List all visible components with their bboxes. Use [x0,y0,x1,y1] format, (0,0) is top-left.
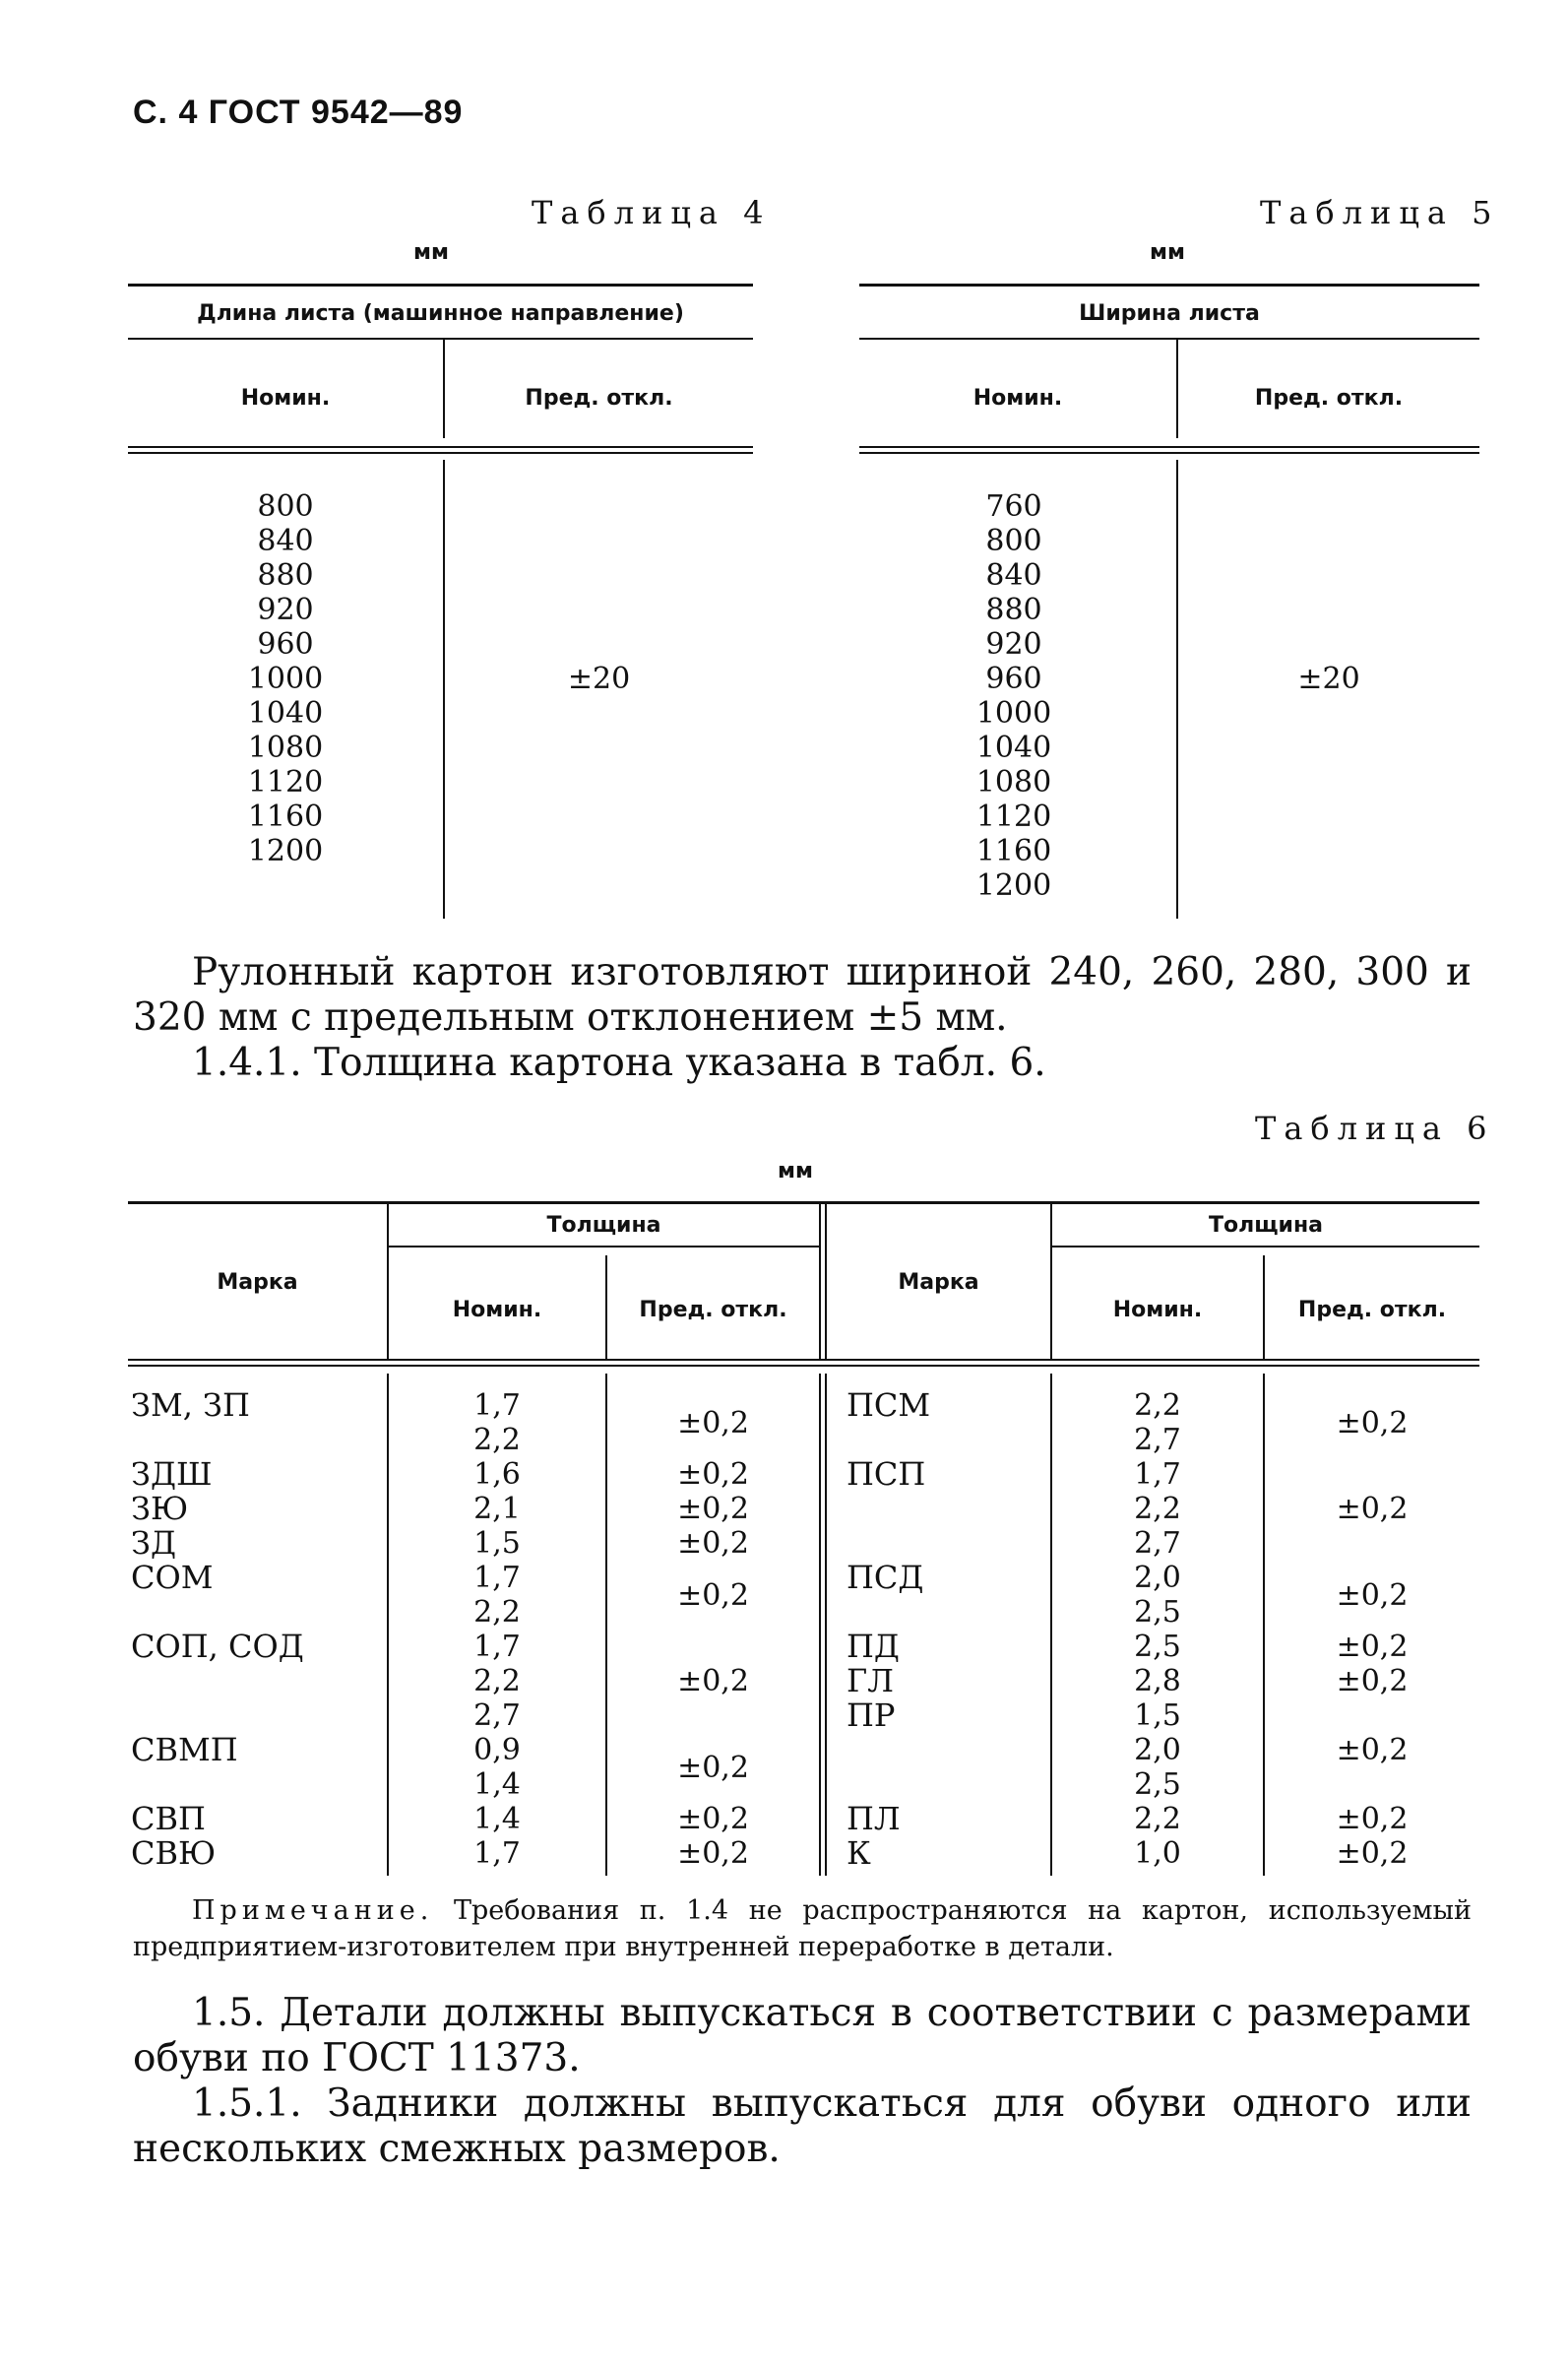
deviation-left: ±0,2 [677,1750,749,1785]
table-6-hdr-divider-3a [819,1204,821,1359]
nominal-value: 880 [257,558,314,593]
nominal-left: 1,7 [473,1836,521,1871]
nominal-value: 1160 [975,834,1052,868]
nominal-right: 2,2 [1134,1388,1181,1423]
table-6-top-rule [128,1201,1479,1204]
nominal-left: 0,9 [473,1733,521,1767]
table-6-double-rule-b [128,1365,1479,1367]
nominal-right: 2,5 [1134,1595,1181,1630]
mark-left: СОП, СОД [131,1628,304,1665]
table-6-body-divider-3b [825,1374,827,1876]
table-6-unit: мм [778,1159,813,1184]
table-5-nominal-list [925,489,1102,903]
nominal-right: 2,0 [1134,1561,1181,1595]
table-5-unit: мм [1150,240,1185,265]
nominal-value: 920 [257,593,314,627]
mark-left: СВМП [131,1731,238,1768]
nominal-right: 2,5 [1134,1630,1181,1664]
nominal-left: 1,6 [473,1457,521,1492]
deviation-right: ±0,2 [1336,1802,1409,1836]
mark-right: ПЛ [847,1800,901,1837]
table-4-double-rule-a [128,446,753,448]
deviation-right: ±0,2 [1336,1664,1409,1698]
deviation-left: ±0,2 [677,1836,749,1871]
note-text: Требования п. 1.4 не распространяются на картон, используемый предприятием-изготовителем при внутренней переработке в детали. [133,1895,1472,1962]
nominal-right: 2,2 [1134,1802,1181,1836]
nominal-left: 1,5 [473,1526,521,1561]
mark-left: СВП [131,1800,206,1837]
nominal-left: 2,2 [473,1664,521,1698]
mark-left: ЗД [131,1524,176,1562]
nominal-left: 2,7 [473,1698,521,1733]
nominal-right: 2,7 [1134,1526,1181,1561]
table-6-thickness-rule-right [1052,1246,1479,1247]
table-6-thickness-rule-left [389,1246,819,1247]
mark-right: ПР [847,1696,896,1734]
mark-right: ПСП [847,1455,926,1493]
table-6-col-mark-right: Марка [898,1270,979,1295]
table-6-body-divider-2 [605,1374,607,1876]
deviation-right: ±0,2 [1336,1405,1409,1440]
nominal-right: 1,5 [1134,1698,1181,1733]
nominal-value: 1200 [247,834,324,868]
deviation-left: ±0,2 [677,1492,749,1526]
paragraph-roll-cardboard: Рулонный картон изготовляют шириной 240, 260, 280, 300 и 320 мм с предельным отклонением ±5 мм. [133,950,1472,1040]
deviation-left: ±0,2 [677,1802,749,1836]
table-6-col-mark-left: Марка [217,1270,298,1295]
table-4-double-rule-b [128,452,753,454]
table-5-double-rule-a [859,446,1479,448]
nominal-value: 1200 [975,868,1052,903]
deviation-right: ±0,2 [1336,1492,1409,1526]
nominal-right: 2,7 [1134,1423,1181,1457]
deviation-left: ±0,2 [677,1577,749,1613]
table-5-col-deviation: Пред. откл. [1254,386,1404,411]
mark-left: ЗДШ [131,1455,213,1493]
deviation-left: ±0,2 [677,1664,749,1698]
nominal-value: 1160 [247,800,324,834]
table-4-col-nominal: Номин. [240,386,331,411]
table-6-body-divider-3a [819,1374,821,1876]
deviation-right: ±0,2 [1336,1577,1409,1613]
nominal-value: 1080 [247,731,324,765]
mark-right: ГЛ [847,1662,894,1699]
deviation-left: ±0,2 [677,1405,749,1440]
table-6-caption: Таблица 6 [1255,1110,1495,1147]
table-4-deviation: ±20 [567,662,631,696]
nominal-value: 1000 [247,662,324,696]
nominal-value: 960 [985,662,1042,696]
nominal-left: 1,7 [473,1630,521,1664]
table-5-col-nominal: Номин. [972,386,1063,411]
nominal-left: 1,7 [473,1561,521,1595]
deviation-right: ±0,2 [1336,1836,1409,1871]
nominal-left: 1,7 [473,1388,521,1423]
note-label: Примечание. [192,1895,434,1926]
mark-left: СВЮ [131,1834,217,1872]
table-5-double-rule-b [859,452,1479,454]
table-6-col-thickness-right: Толщина [1208,1213,1323,1238]
mark-left: ЗМ, ЗП [131,1386,250,1424]
table-6-col-nominal-right: Номин. [1112,1298,1203,1322]
nominal-value: 1040 [247,696,324,731]
nominal-right: 2,2 [1134,1492,1181,1526]
nominal-left: 1,4 [473,1767,521,1802]
nominal-value: 840 [985,558,1042,593]
mark-left: ЗЮ [131,1490,189,1527]
nominal-value: 1120 [247,765,324,800]
nominal-value: 880 [985,593,1042,627]
nominal-value: 800 [985,524,1042,558]
table-4-header-rule [128,338,753,340]
nominal-right: 2,8 [1134,1664,1181,1698]
nominal-right: 1,7 [1134,1457,1181,1492]
table-4-top-rule [128,284,753,287]
mark-right: ПСД [847,1559,924,1596]
table-5-top-rule [859,284,1479,287]
nominal-value: 1040 [975,731,1052,765]
nominal-value: 1000 [975,696,1052,731]
deviation-right: ±0,2 [1336,1630,1409,1664]
table-5-group-header: Ширина листа [1079,301,1260,326]
table-5-header-rule [859,338,1479,340]
table-4-unit: мм [413,240,449,265]
mark-right: ПД [847,1628,900,1665]
table-6-col-deviation-left: Пред. откл. [639,1298,787,1322]
table-4-col-deviation: Пред. откл. [525,386,673,411]
table-6-double-rule-a [128,1359,1479,1361]
mark-right: ПСМ [847,1386,931,1424]
mark-left: СОМ [131,1559,214,1596]
table-4-group-header: Длина листа (машинное направление) [197,301,684,326]
nominal-value: 960 [257,627,314,662]
paragraph-1-5: 1.5. Детали должны выпускаться в соответствии с размерами обуви по ГОСТ 11373. [133,1991,1472,2080]
table-6-col-nominal-left: Номин. [452,1298,542,1322]
deviation-right: ±0,2 [1336,1733,1409,1767]
nominal-right: 2,0 [1134,1733,1181,1767]
table-6-col-deviation-right: Пред. откл. [1297,1298,1447,1322]
mark-right: К [847,1834,871,1872]
nominal-value: 1080 [975,765,1052,800]
deviation-left: ±0,2 [677,1457,749,1492]
table-5-caption: Таблица 5 [1260,194,1500,231]
note [133,1892,1472,1965]
table-5-deviation: ±20 [1297,662,1360,696]
nominal-left: 1,4 [473,1802,521,1836]
nominal-left: 2,2 [473,1423,521,1457]
nominal-right: 2,5 [1134,1767,1181,1802]
table-6-body-divider-5 [1263,1374,1265,1876]
paragraph-1-5-1: 1.5.1. Задники должны выпускаться для обуви одного или нескольких смежных размеров. [133,2081,1472,2171]
nominal-left: 2,2 [473,1595,521,1630]
nominal-value: 920 [985,627,1042,662]
nominal-value: 800 [257,489,314,524]
nominal-value: 840 [257,524,314,558]
table-4-nominal-list [197,489,374,868]
nominal-value: 1120 [975,800,1052,834]
paragraph-1-4-1: 1.4.1. Толщина картона указана в табл. 6. [192,1041,1046,1085]
nominal-right: 1,0 [1134,1836,1181,1871]
table-4-caption: Таблица 4 [532,194,772,231]
nominal-value: 760 [985,489,1042,524]
nominal-left: 2,1 [473,1492,521,1526]
deviation-left: ±0,2 [677,1526,749,1561]
page-header: С. 4 ГОСТ 9542—89 [133,94,464,131]
table-6-col-thickness-left: Толщина [546,1213,661,1238]
